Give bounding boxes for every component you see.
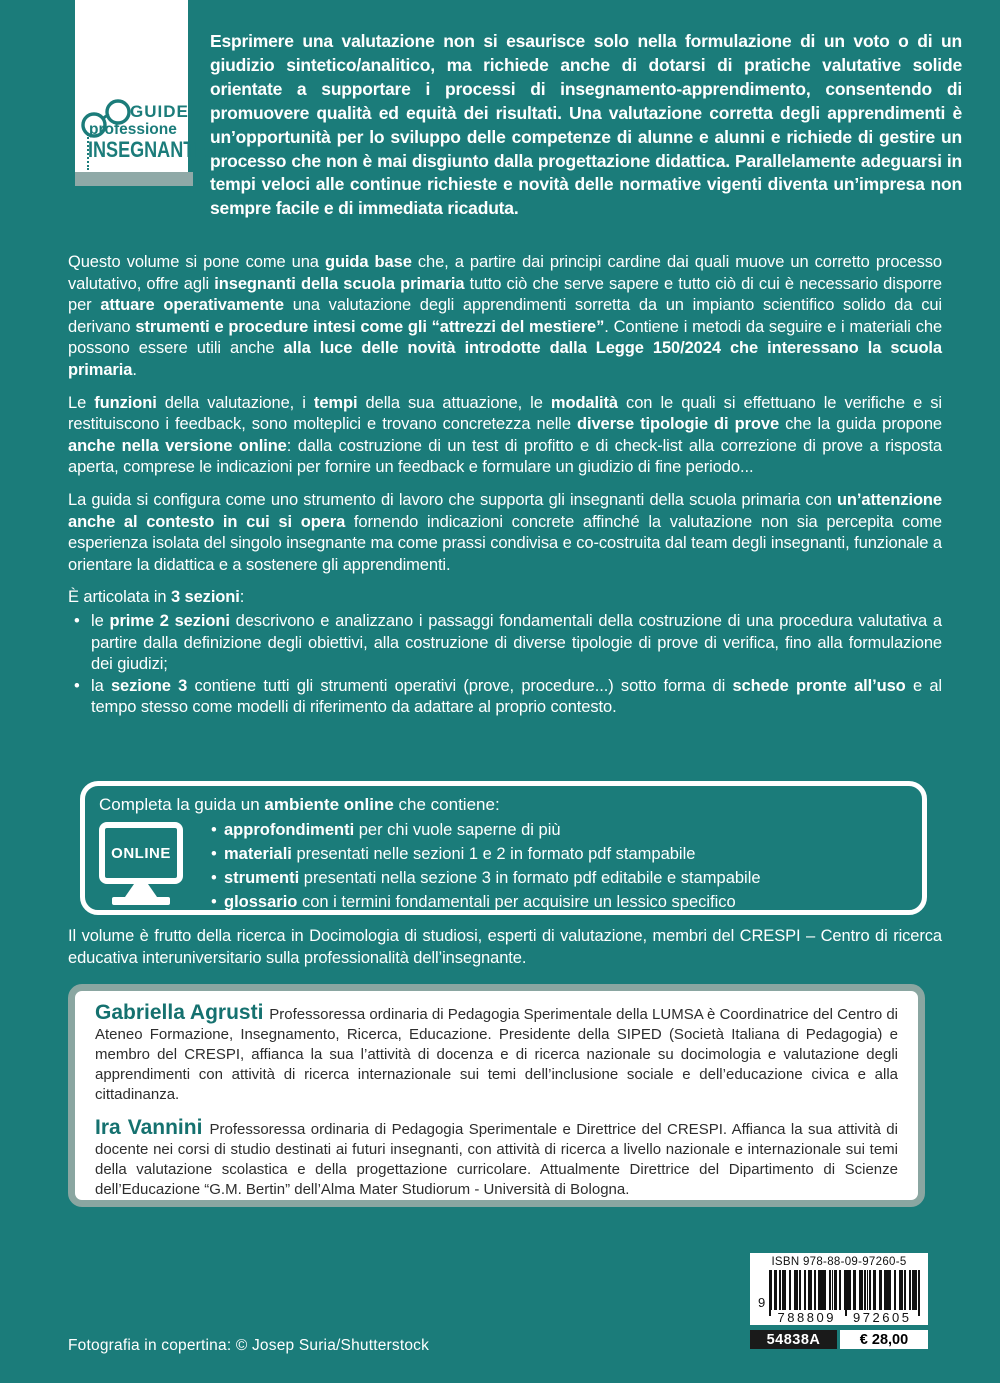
monitor-stand xyxy=(125,884,157,897)
list-item xyxy=(211,842,908,866)
barcode-digits-group2: 972605 xyxy=(853,1310,912,1325)
online-monitor-icon xyxy=(99,822,183,905)
author-bio-vannini: Ira Vannini Professoressa ordinaria di Pedagogia Sperimentale e Direttrice del CRESPI. Affianca la sua attività di docente nei corsi di studio destinati ai futuri insegnanti, con attività di ricerca a livello nazionale e internazionale sui temi della valutazione scolastica e della progettazione curricolare. Attualmente Direttrice del Dipartimento di Scienze dell’Educazione “G.M. Bertin” dell’Alma Mater Studiorum - Università di Bologna. xyxy=(95,1116,898,1198)
online-box-title: Completa la guida un ambiente online che contiene: xyxy=(99,795,500,814)
paragraph-funzioni: Le funzioni della valutazione, i tempi della sua attuazione, le modalità con le quali si effettuano le verifiche e si restituiscono i feedback, sono molteplici e trovano concretezza nelle diverse tipologie di prove che la guida propone anche nella versione online: dalla costruzione di un test di profitto e di check-list alla correzione di prove a risposta aperta, comprese le indicazioni per fornire un feedback e formulare un giudizio di fine periodo... xyxy=(68,393,943,477)
barcode-block xyxy=(750,1253,928,1349)
bullet-glyph: • xyxy=(211,821,217,839)
list-item xyxy=(68,676,942,719)
logo-text-insegnante: INSEGNANTE xyxy=(88,137,207,162)
logo-text-guide: GUIDE xyxy=(130,102,189,121)
crespi-note: Il volume è frutto della ricerca in Docimologia di studiosi, esperti di valutazione, membri del CRESPI – Centro di ricerca educativa interuniversitario sulla professionalità dell’insegnante. xyxy=(68,927,942,967)
list-item xyxy=(211,890,908,914)
monitor-screen xyxy=(99,822,183,884)
list-item-text: materiali presentati nelle sezioni 1 e 2 in formato pdf stampabile xyxy=(224,845,696,863)
list-item xyxy=(211,818,908,842)
barcode-icon xyxy=(769,1270,920,1310)
logo-shadow-strip xyxy=(75,172,193,186)
sections-heading: È articolata in 3 sezioni: xyxy=(68,588,245,607)
sections-list xyxy=(68,611,942,719)
list-item xyxy=(211,866,908,890)
logo-text-professione: professione xyxy=(89,121,177,138)
bullet-glyph: • xyxy=(211,869,217,887)
edition-code-badge: 54838A xyxy=(750,1330,837,1349)
author-bio-agrusti: Gabriella Agrusti Professoressa ordinaria di Pedagogia Sperimentale della LUMSA è Coordinatrice del Centro di Ateneo Formazione, Insegnamento, Ricerca, Educazione. Presidente della SIPED (Società Italiana di Pedagogia) e membro del CRESPI, affianca la sua l’attività di docenza e di ricerca nazionale su docimologia e valutazione degli apprendimenti con attività di ricerca internazionale sui temi dell’inclusione sociale e dell’educazione civica e alla cittadinanza. xyxy=(95,1001,899,1103)
list-item xyxy=(68,611,942,676)
paragraph-contesto: La guida si configura come uno strumento di lavoro che supporta gli insegnanti della scuola primaria con un’attenzione anche al contesto in cui si opera fornendo indicazioni concrete affinché la valutazione non sia percepita come esperienza isolata del singolo insegnante ma come prassi condivisa e co-costruita dal team degli insegnanti, funzionale a orientare la didattica e a sostenere gli apprendimenti. xyxy=(68,490,942,574)
intro-paragraph: Esprimere una valutazione non si esaurisce solo nella formulazione di un voto o di un giudizio sintetico/analitico, ma richiede anche di dotarsi di pratiche valutative solide orientate a supportare i processi di insegnamento-apprendimento, consentendo di promuovere qualità ed equità dei risultati. Una valutazione corretta degli apprendimenti è un’opportunità per lo sviluppo delle competenze di alunne e alunni e richiede di gestire un processo che non è mai disgiunto dalla progettazione didattica. Parallelamente adeguarsi in tempi veloci alle continue richieste e novità delle normative vigenti diventa un’impresa non sempre facile e di immediata ricaduta. xyxy=(210,31,962,219)
bullet-glyph: • xyxy=(211,893,217,911)
list-item-text: strumenti presentati nella sezione 3 in formato pdf editabile e stampabile xyxy=(224,869,761,887)
online-contents-list xyxy=(211,818,908,914)
bullet-glyph: • xyxy=(211,845,217,863)
list-item-text: la sezione 3 contiene tutti gli strumenti operativi (prove, procedure...) sotto forma di schede pronte all’uso e al tempo stesso come modelli di riferimento da adattare al proprio contesto. xyxy=(91,676,942,717)
monitor-online-label: ONLINE xyxy=(111,844,171,862)
list-item-text: glossario con i termini fondamentali per acquisire un lessico specifico xyxy=(224,893,736,911)
barcode-lead-digit: 9 xyxy=(758,1295,766,1310)
list-item-text: le prime 2 sezioni descrivono e analizzano i passaggi fondamentali della costruzione di una procedura valutativa a partire dalla definizione degli obiettivi, alla costruzione di diverse tipologie di prove di verifica, fino alla formulazione dei giudizi; xyxy=(91,611,942,674)
paragraph-guida-base: Questo volume si pone come una guida base che, a partire dai principi cardine dai quali muove un corretto processo valutativo, offre agli insegnanti della scuola primaria tutto ciò che serve sapere e tutto ciò di cui è necessario disporre per attuare operativamente una valutazione degli apprendimenti sorretta da un impianto scientifico solido da cui derivano strumenti e procedure intesi come gli “attrezzi del mestiere”. Contiene i metodi da seguire e i materiali che possono essere utili anche alla luce delle novità introdotte dalla Legge 150/2024 che interessano la scuola primaria. xyxy=(68,253,943,379)
publisher-logo xyxy=(75,0,207,172)
authors-bio-box xyxy=(68,984,925,1207)
monitor-base xyxy=(112,897,170,905)
bullet-glyph: • xyxy=(74,676,80,695)
barcode-digits-group1: 788809 xyxy=(777,1310,836,1325)
online-environment-box xyxy=(80,781,927,915)
price-badge: € 28,00 xyxy=(840,1330,928,1349)
cover-photo-credit: Fotografia in copertina: © Josep Suria/Shutterstock xyxy=(68,1337,430,1354)
bullet-glyph: • xyxy=(74,611,80,630)
isbn-label xyxy=(750,1253,928,1325)
logo-dotted-line xyxy=(87,134,89,170)
list-item-text: approfondimenti per chi vuole saperne di più xyxy=(224,821,561,839)
isbn-number: ISBN 978-88-09-97260-5 xyxy=(771,1256,907,1268)
body-copy xyxy=(68,252,942,719)
